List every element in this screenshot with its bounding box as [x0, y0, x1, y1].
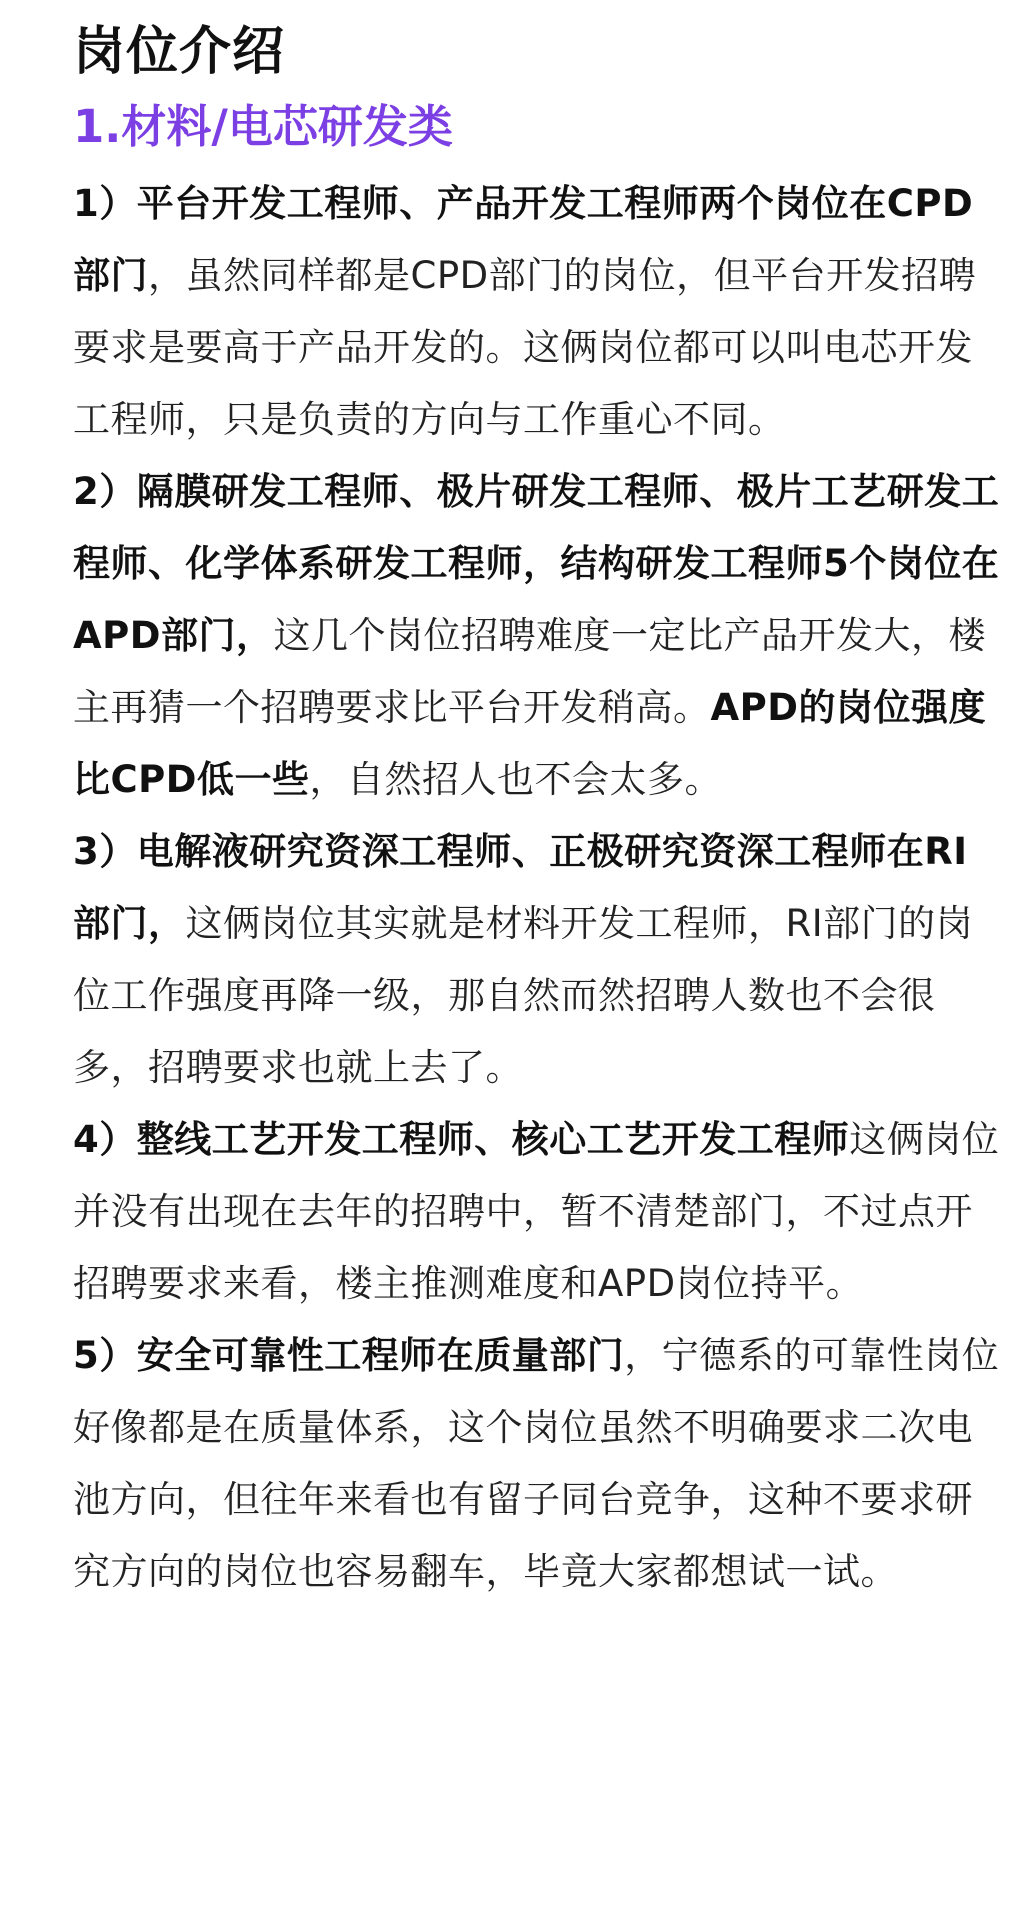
paragraph-4 — [73, 1104, 1003, 1320]
paragraph-1 — [73, 168, 1003, 456]
paragraph-4-text: 这俩岗位并没有出现在去年的招聘中，暂不清楚部门，不过点开招聘要求来看，楼主推测难度和APD岗位持平。 — [73, 1118, 1000, 1305]
paragraph-2 — [73, 456, 1003, 816]
paragraph-5-text: ，宁德系的可靠性岗位好像都是在质量体系，这个岗位虽然不明确要求二次电池方向，但往年来看也有留子同台竞争，这种不要求研究方向的岗位也容易翻车，毕竟大家都想试一试。 — [73, 1334, 1000, 1593]
paragraph-2-text: 这几个岗位招聘难度一定比产品开发大，楼主再猜一个招聘要求比平台开发稍高。 — [73, 614, 986, 729]
paragraph-3-text: 这俩岗位其实就是材料开发工程师，RI部门的岗位工作强度再降一级，那自然而然招聘人数也不会很多，招聘要求也就上去了。 — [73, 902, 974, 1089]
paragraph-5 — [73, 1320, 1003, 1608]
paragraph-3 — [73, 816, 1003, 1104]
paragraph-2-bold: 2）隔膜研发工程师、极片研发工程师、极片工艺研发工程师、化学体系研发工程师，结构研发工程师5个岗位在APD部门， — [73, 470, 1000, 657]
paragraph-1-bold: 1）平台开发工程师、产品开发工程师两个岗位在CPD部门 — [73, 182, 974, 297]
paragraph-2-text-2: ，自然招人也不会太多。 — [309, 758, 722, 801]
paragraph-2-bold-2: APD的岗位强度比CPD低一些 — [73, 686, 986, 801]
paragraph-3-bold: 3）电解液研究资深工程师、正极研究资深工程师在RI部门， — [73, 830, 968, 945]
paragraph-1-text: ，虽然同样都是CPD部门的岗位，但平台开发招聘要求是要高于产品开发的。这俩岗位都可以叫电芯开发工程师，只是负责的方向与工作重心不同。 — [73, 254, 977, 441]
paragraph-4-bold: 4）整线工艺开发工程师、核心工艺开发工程师 — [73, 1118, 850, 1161]
page-title: 岗位介绍 — [73, 22, 286, 82]
paragraph-5-bold: 5）安全可靠性工程师在质量部门 — [73, 1334, 625, 1377]
section-heading: 1.材料/电芯研发类 — [73, 100, 453, 153]
